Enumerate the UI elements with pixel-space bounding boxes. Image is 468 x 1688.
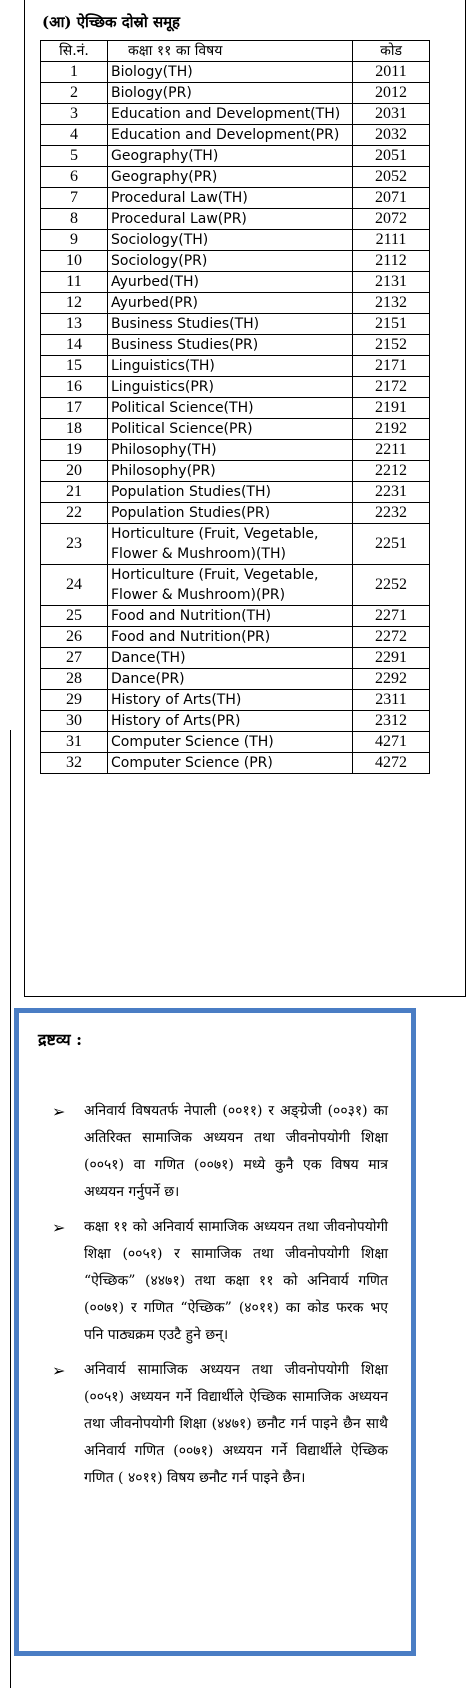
code-cell: 2312 <box>353 711 430 732</box>
serial-cell: 31 <box>41 732 108 753</box>
code-cell: 2012 <box>353 83 430 104</box>
table-row <box>41 524 430 565</box>
serial-cell: 20 <box>41 461 108 482</box>
serial-cell: 28 <box>41 669 108 690</box>
code-cell: 2151 <box>353 314 430 335</box>
subject-cell: Dance(PR) <box>108 669 353 690</box>
code-cell: 2132 <box>353 293 430 314</box>
serial-cell: 6 <box>41 167 108 188</box>
table-row <box>41 251 430 272</box>
code-cell: 2292 <box>353 669 430 690</box>
serial-cell: 32 <box>41 753 108 774</box>
subject-cell: Ayurbed(TH) <box>108 272 353 293</box>
serial-cell: 27 <box>41 648 108 669</box>
serial-cell: 29 <box>41 690 108 711</box>
code-cell: 2211 <box>353 440 430 461</box>
serial-cell: 22 <box>41 503 108 524</box>
serial-cell: 17 <box>41 398 108 419</box>
arrow-bullet-icon: ➢ <box>52 1102 66 1121</box>
table-row <box>41 188 430 209</box>
serial-cell: 19 <box>41 440 108 461</box>
header-code: कोड <box>353 41 430 62</box>
code-cell: 2272 <box>353 627 430 648</box>
table-row <box>41 753 430 774</box>
code-cell: 2251 <box>353 524 430 565</box>
code-cell: 2011 <box>353 62 430 83</box>
subject-cell: Food and Nutrition(TH) <box>108 606 353 627</box>
serial-cell: 30 <box>41 711 108 732</box>
table-row <box>41 565 430 606</box>
code-cell: 2052 <box>353 167 430 188</box>
table-row <box>41 62 430 83</box>
subject-cell: Ayurbed(PR) <box>108 293 353 314</box>
subject-cell: Education and Development(TH) <box>108 104 353 125</box>
subject-cell: Linguistics(TH) <box>108 356 353 377</box>
serial-cell: 15 <box>41 356 108 377</box>
code-cell: 2031 <box>353 104 430 125</box>
subject-cell: Political Science(TH) <box>108 398 353 419</box>
serial-cell: 7 <box>41 188 108 209</box>
subject-cell: Population Studies(TH) <box>108 482 353 503</box>
code-cell: 2072 <box>353 209 430 230</box>
code-cell: 2232 <box>353 503 430 524</box>
note-list <box>48 1098 388 1500</box>
subject-cell: Horticulture (Fruit, Vegetable, Flower & Mushroom)(PR) <box>108 565 353 606</box>
code-cell: 2071 <box>353 188 430 209</box>
serial-cell: 11 <box>41 272 108 293</box>
code-cell: 2252 <box>353 565 430 606</box>
table-row <box>41 230 430 251</box>
code-cell: 2171 <box>353 356 430 377</box>
table-row <box>41 503 430 524</box>
table-row <box>41 690 430 711</box>
note-text: कक्षा ११ को अनिवार्य सामाजिक अध्ययन तथा जीवनोपयोगी शिक्षा (००५१) र सामाजिक तथा जीवनोपयोगी शिक्षा “ऐच्छिक” (४४७१) तथा कक्षा ११ को अनिवार्य गणित (००७१) र गणित “ऐच्छिक” (४०११) का कोड फरक भए पनि पाठ्यक्रम एउटै हुने छन्। <box>84 1219 388 1343</box>
code-cell: 2311 <box>353 690 430 711</box>
serial-cell: 4 <box>41 125 108 146</box>
serial-cell: 18 <box>41 419 108 440</box>
left-page-rule <box>10 730 11 1688</box>
serial-cell: 3 <box>41 104 108 125</box>
subject-cell: Biology(TH) <box>108 62 353 83</box>
serial-cell: 24 <box>41 565 108 606</box>
note-item <box>48 1214 388 1349</box>
subjects-table <box>40 40 430 774</box>
code-cell: 2112 <box>353 251 430 272</box>
table-row <box>41 398 430 419</box>
table-header-row <box>41 41 430 62</box>
table-row <box>41 293 430 314</box>
subject-cell: Business Studies(PR) <box>108 335 353 356</box>
subject-cell: Linguistics(PR) <box>108 377 353 398</box>
code-cell: 2212 <box>353 461 430 482</box>
serial-cell: 13 <box>41 314 108 335</box>
subject-cell: Geography(TH) <box>108 146 353 167</box>
serial-cell: 2 <box>41 83 108 104</box>
section-title: (आ) ऐच्छिक दोस्रो समूह <box>42 13 181 31</box>
serial-cell: 5 <box>41 146 108 167</box>
table-row <box>41 461 430 482</box>
serial-cell: 26 <box>41 627 108 648</box>
subject-cell: Education and Development(PR) <box>108 125 353 146</box>
subject-cell: History of Arts(TH) <box>108 690 353 711</box>
note-item <box>48 1357 388 1492</box>
code-cell: 2271 <box>353 606 430 627</box>
table-row <box>41 167 430 188</box>
table-row <box>41 440 430 461</box>
subject-cell: History of Arts(PR) <box>108 711 353 732</box>
table-row <box>41 83 430 104</box>
subject-cell: Business Studies(TH) <box>108 314 353 335</box>
note-item <box>48 1098 388 1206</box>
code-cell: 2231 <box>353 482 430 503</box>
header-subject: कक्षा ११ का विषय <box>108 41 353 62</box>
table-row <box>41 146 430 167</box>
note-text: अनिवार्य सामाजिक अध्ययन तथा जीवनोपयोगी शिक्षा (००५१) अध्ययन गर्ने विद्यार्थीले ऐच्छिक सामाजिक अध्ययन तथा जीवनोपयोगी शिक्षा (४४७१) छनौट गर्न पाइने छैन साथै अनिवार्य गणित (००७१) अध्ययन गर्ने विद्यार्थीले ऐच्छिक गणित ( ४०११) विषय छनौट गर्न पाइने छैन। <box>84 1362 388 1486</box>
subject-cell: Procedural Law(TH) <box>108 188 353 209</box>
serial-cell: 10 <box>41 251 108 272</box>
subject-cell: Procedural Law(PR) <box>108 209 353 230</box>
subject-cell: Geography(PR) <box>108 167 353 188</box>
code-cell: 4271 <box>353 732 430 753</box>
table-row <box>41 314 430 335</box>
table-row <box>41 104 430 125</box>
subject-cell: Food and Nutrition(PR) <box>108 627 353 648</box>
serial-cell: 21 <box>41 482 108 503</box>
code-cell: 2131 <box>353 272 430 293</box>
subject-cell: Biology(PR) <box>108 83 353 104</box>
serial-cell: 12 <box>41 293 108 314</box>
serial-cell: 1 <box>41 62 108 83</box>
code-cell: 2152 <box>353 335 430 356</box>
subject-cell: Philosophy(TH) <box>108 440 353 461</box>
code-cell: 2191 <box>353 398 430 419</box>
serial-cell: 23 <box>41 524 108 565</box>
code-cell: 2032 <box>353 125 430 146</box>
table-row <box>41 627 430 648</box>
table-row <box>41 125 430 146</box>
table-row <box>41 335 430 356</box>
header-serial: सि.नं. <box>41 41 108 62</box>
subject-cell: Sociology(TH) <box>108 230 353 251</box>
table-row <box>41 377 430 398</box>
serial-cell: 8 <box>41 209 108 230</box>
table-row <box>41 356 430 377</box>
serial-cell: 25 <box>41 606 108 627</box>
note-title: द्रष्टव्य : <box>38 1030 83 1049</box>
table-row <box>41 482 430 503</box>
subject-cell: Political Science(PR) <box>108 419 353 440</box>
subject-cell: Sociology(PR) <box>108 251 353 272</box>
table-row <box>41 669 430 690</box>
table-row <box>41 209 430 230</box>
code-cell: 2172 <box>353 377 430 398</box>
table-row <box>41 272 430 293</box>
subject-cell: Computer Science (TH) <box>108 732 353 753</box>
table-row <box>41 419 430 440</box>
subject-cell: Horticulture (Fruit, Vegetable, Flower & Mushroom)(TH) <box>108 524 353 565</box>
table-row <box>41 732 430 753</box>
serial-cell: 14 <box>41 335 108 356</box>
arrow-bullet-icon: ➢ <box>52 1361 66 1380</box>
code-cell: 2192 <box>353 419 430 440</box>
subject-cell: Dance(TH) <box>108 648 353 669</box>
arrow-bullet-icon: ➢ <box>52 1218 66 1237</box>
code-cell: 2291 <box>353 648 430 669</box>
table-row <box>41 648 430 669</box>
subject-cell: Population Studies(PR) <box>108 503 353 524</box>
serial-cell: 9 <box>41 230 108 251</box>
code-cell: 2051 <box>353 146 430 167</box>
note-text: अनिवार्य विषयतर्फ नेपाली (००११) र अङ्ग्रेजी (००३१) का अतिरिक्त सामाजिक अध्ययन तथा जीवनोपयोगी शिक्षा (००५१) वा गणित (००७१) मध्ये कुनै एक विषय मात्र अध्ययन गर्नुपर्ने छ। <box>84 1103 388 1200</box>
code-cell: 4272 <box>353 753 430 774</box>
subject-cell: Computer Science (PR) <box>108 753 353 774</box>
subject-cell: Philosophy(PR) <box>108 461 353 482</box>
code-cell: 2111 <box>353 230 430 251</box>
table-row <box>41 606 430 627</box>
serial-cell: 16 <box>41 377 108 398</box>
table-row <box>41 711 430 732</box>
